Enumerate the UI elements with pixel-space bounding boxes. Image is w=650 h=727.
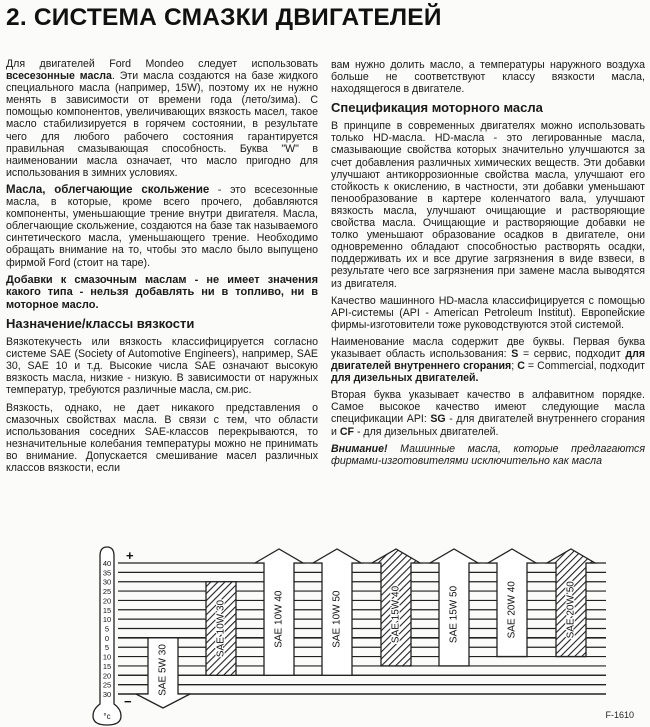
minus-label: − bbox=[124, 694, 132, 709]
paragraph-attention bbox=[331, 443, 645, 467]
paragraph-all-season-oils bbox=[6, 58, 318, 179]
bold-term: для двигателей внутреннего сгорания bbox=[331, 347, 645, 373]
paragraph-friction-oils bbox=[6, 184, 318, 269]
text: Вторая буква указывает качество в алфавитном порядке. Самое высокое качество имеют следующие масла спецификации API: bbox=[331, 389, 645, 426]
bar-label: SAE 10W 50 bbox=[331, 590, 343, 648]
heading-viscosity-classes: Назначение/классы вязкости bbox=[6, 316, 195, 332]
y-tick-label: 30 bbox=[102, 577, 112, 587]
text: Наименование масла содержит две буквы. Первая буква указывает область использования: bbox=[331, 335, 645, 360]
unit-label: °c bbox=[103, 712, 111, 721]
y-tick-label: 15 bbox=[102, 605, 112, 615]
y-tick-label: 10 bbox=[102, 652, 112, 662]
bold-term: SG bbox=[430, 413, 446, 426]
page-title: 2. СИСТЕМА СМАЗКИ ДВИГАТЕЛЕЙ bbox=[6, 4, 442, 31]
left-column bbox=[6, 58, 318, 479]
text: - это всесезонные масла, в которые, кроме всего прочего, добавляются компоненты, уменьшающие трение внутри двигателя. Масла, облегчающие скольжение, создаются на базе так называемого синтетического масла, уменьшающего трение. Необходимо обращать внимание на то, чтобы это масло было выпущено фирмой Ford (стоит на таре). bbox=[6, 183, 318, 269]
bar-label: SAE 15W 40 bbox=[390, 585, 402, 644]
y-tick-label: 0 bbox=[104, 633, 110, 643]
text: - для дизельных двигателей. bbox=[354, 425, 499, 438]
plus-label: + bbox=[126, 548, 134, 563]
y-tick-label: 40 bbox=[102, 559, 112, 568]
bold-term: Масла, облегчающие скольжение bbox=[6, 183, 210, 196]
chart-plot bbox=[93, 547, 606, 725]
figure-id: F-1610 bbox=[605, 710, 634, 720]
paragraph-letters bbox=[331, 336, 645, 384]
y-tick-label: 20 bbox=[102, 671, 112, 681]
paragraph-api: Качество машинного HD-масла классифицируется с помощью API-системы (API - American Petroleum Institut). Европейские фирмы-изготовители тоже руководствуются этой системой. bbox=[331, 294, 645, 331]
bar-label: SAE 10W 30 bbox=[215, 599, 227, 658]
bold-term: CF bbox=[339, 425, 354, 438]
bold-term: S bbox=[511, 347, 519, 360]
paragraph-topping-up: вам нужно долить масло, а температуры наружного воздуха больше не соответствуют классу вязкости масла, находящегося в двигателе. bbox=[331, 59, 645, 96]
bar-label: SAE 15W 50 bbox=[448, 585, 460, 644]
sae-viscosity-chart bbox=[0, 540, 650, 727]
bold-term: для дизельных двигателей. bbox=[331, 372, 479, 385]
text: - для двигателей внутреннего сгорания и bbox=[331, 413, 645, 438]
paragraph-sae: Вязкотекучесть или вязкость классифицируется согласно системе SAE (Society of Automotive Engineers), например, SAE 30, SAE 10 и т.д. Высокие числа SAE означают высокую вязкость масла, низкие - низкую. В зависимости от наружных температур, требуются различные масла, см.рис. bbox=[6, 336, 318, 397]
y-tick-label: 25 bbox=[102, 680, 112, 690]
text: = сервис, подходит bbox=[518, 347, 626, 360]
paragraph-additives-warning: Добавки к смазочным маслам - не имеет значения какого типа - нельзя добавлять ни в топливо, ни в моторное масло. bbox=[6, 273, 318, 311]
bold-term: всесезонные масла bbox=[6, 70, 112, 83]
y-tick-label: 5 bbox=[104, 643, 110, 653]
right-column bbox=[331, 59, 645, 472]
y-tick-label: 35 bbox=[102, 568, 112, 578]
bar-label: SAE 5W 30 bbox=[157, 644, 169, 696]
text: Для двигателей Ford Mondeo следует использовать bbox=[6, 58, 318, 70]
text: Машинные масла, которые предлагаются фирмами-изготовителями исключительно как масла bbox=[331, 442, 645, 467]
y-tick-label: 25 bbox=[102, 587, 112, 597]
y-tick-label: 20 bbox=[102, 596, 112, 606]
bar-label: SAE 20W 50 bbox=[565, 581, 577, 639]
y-tick-label: 5 bbox=[104, 624, 110, 634]
attention-label: Внимание! bbox=[331, 442, 388, 455]
text: ; bbox=[511, 360, 518, 373]
bar-label: SAE 20W 40 bbox=[506, 581, 518, 639]
text: . Эти масла создаются на базе жидкого специального масла (например, 15W), поэтому их не нужно менять в зависимости от времени года (лето/зима). С помощью компонентов, увеличивающих вязкость масел, такое масло стабилизируется в горячем состоянии, в результате чего для любого рабочего состояния гарантируется правильная смазывающая способность. Буква "W" в наименовании масла означает, что масло пригодно для использования в зимних условиях. bbox=[6, 70, 318, 179]
text: = Commercial, подходит bbox=[524, 360, 645, 373]
paragraph-viscosity-mixing: Вязкость, однако, не дает никакого представления о смазочных свойствах масла. В связи с тем, что области использования соседних SAE-классов перекрываются, то незначительные колебания температуры можно не принимать во внимание. Допускается смешивание масел различных классов вязкости, если bbox=[6, 401, 318, 475]
y-tick-label: 10 bbox=[102, 615, 112, 625]
y-tick-label: 30 bbox=[102, 690, 112, 699]
heading-oil-spec: Спецификация моторного масла bbox=[331, 100, 543, 116]
paragraph-quality bbox=[331, 389, 645, 437]
y-tick-label: 15 bbox=[102, 661, 112, 671]
bold-term: C bbox=[517, 360, 525, 373]
bar-label: SAE 10W 40 bbox=[273, 590, 285, 648]
paragraph-hd-oils: В принципе в современных двигателях можно использовать только HD-масла. HD-масла - это легированные масла, смазывающие свойства которых значительно улучшаются за счет добавления различных химических веществ. Эти добавки улучшают антикоррозионные свойства масла, улучшают его стойкость к окислению, в частности, эти добавки уменьшают пенообразование в картере коленчатого вала, улучшают вязкость масла, улучшают очищающие и растворяющие свойства масла. Очищающие и растворяющие добавки не толко уменьшают образование осадков в двигателе, они одновременно обладают способностью растворять осадки, поддерживать их и все другие загрязнения в виде взвеси, в результате чего все загрязнения при замене масла выводятся из двигателя. bbox=[331, 120, 645, 290]
